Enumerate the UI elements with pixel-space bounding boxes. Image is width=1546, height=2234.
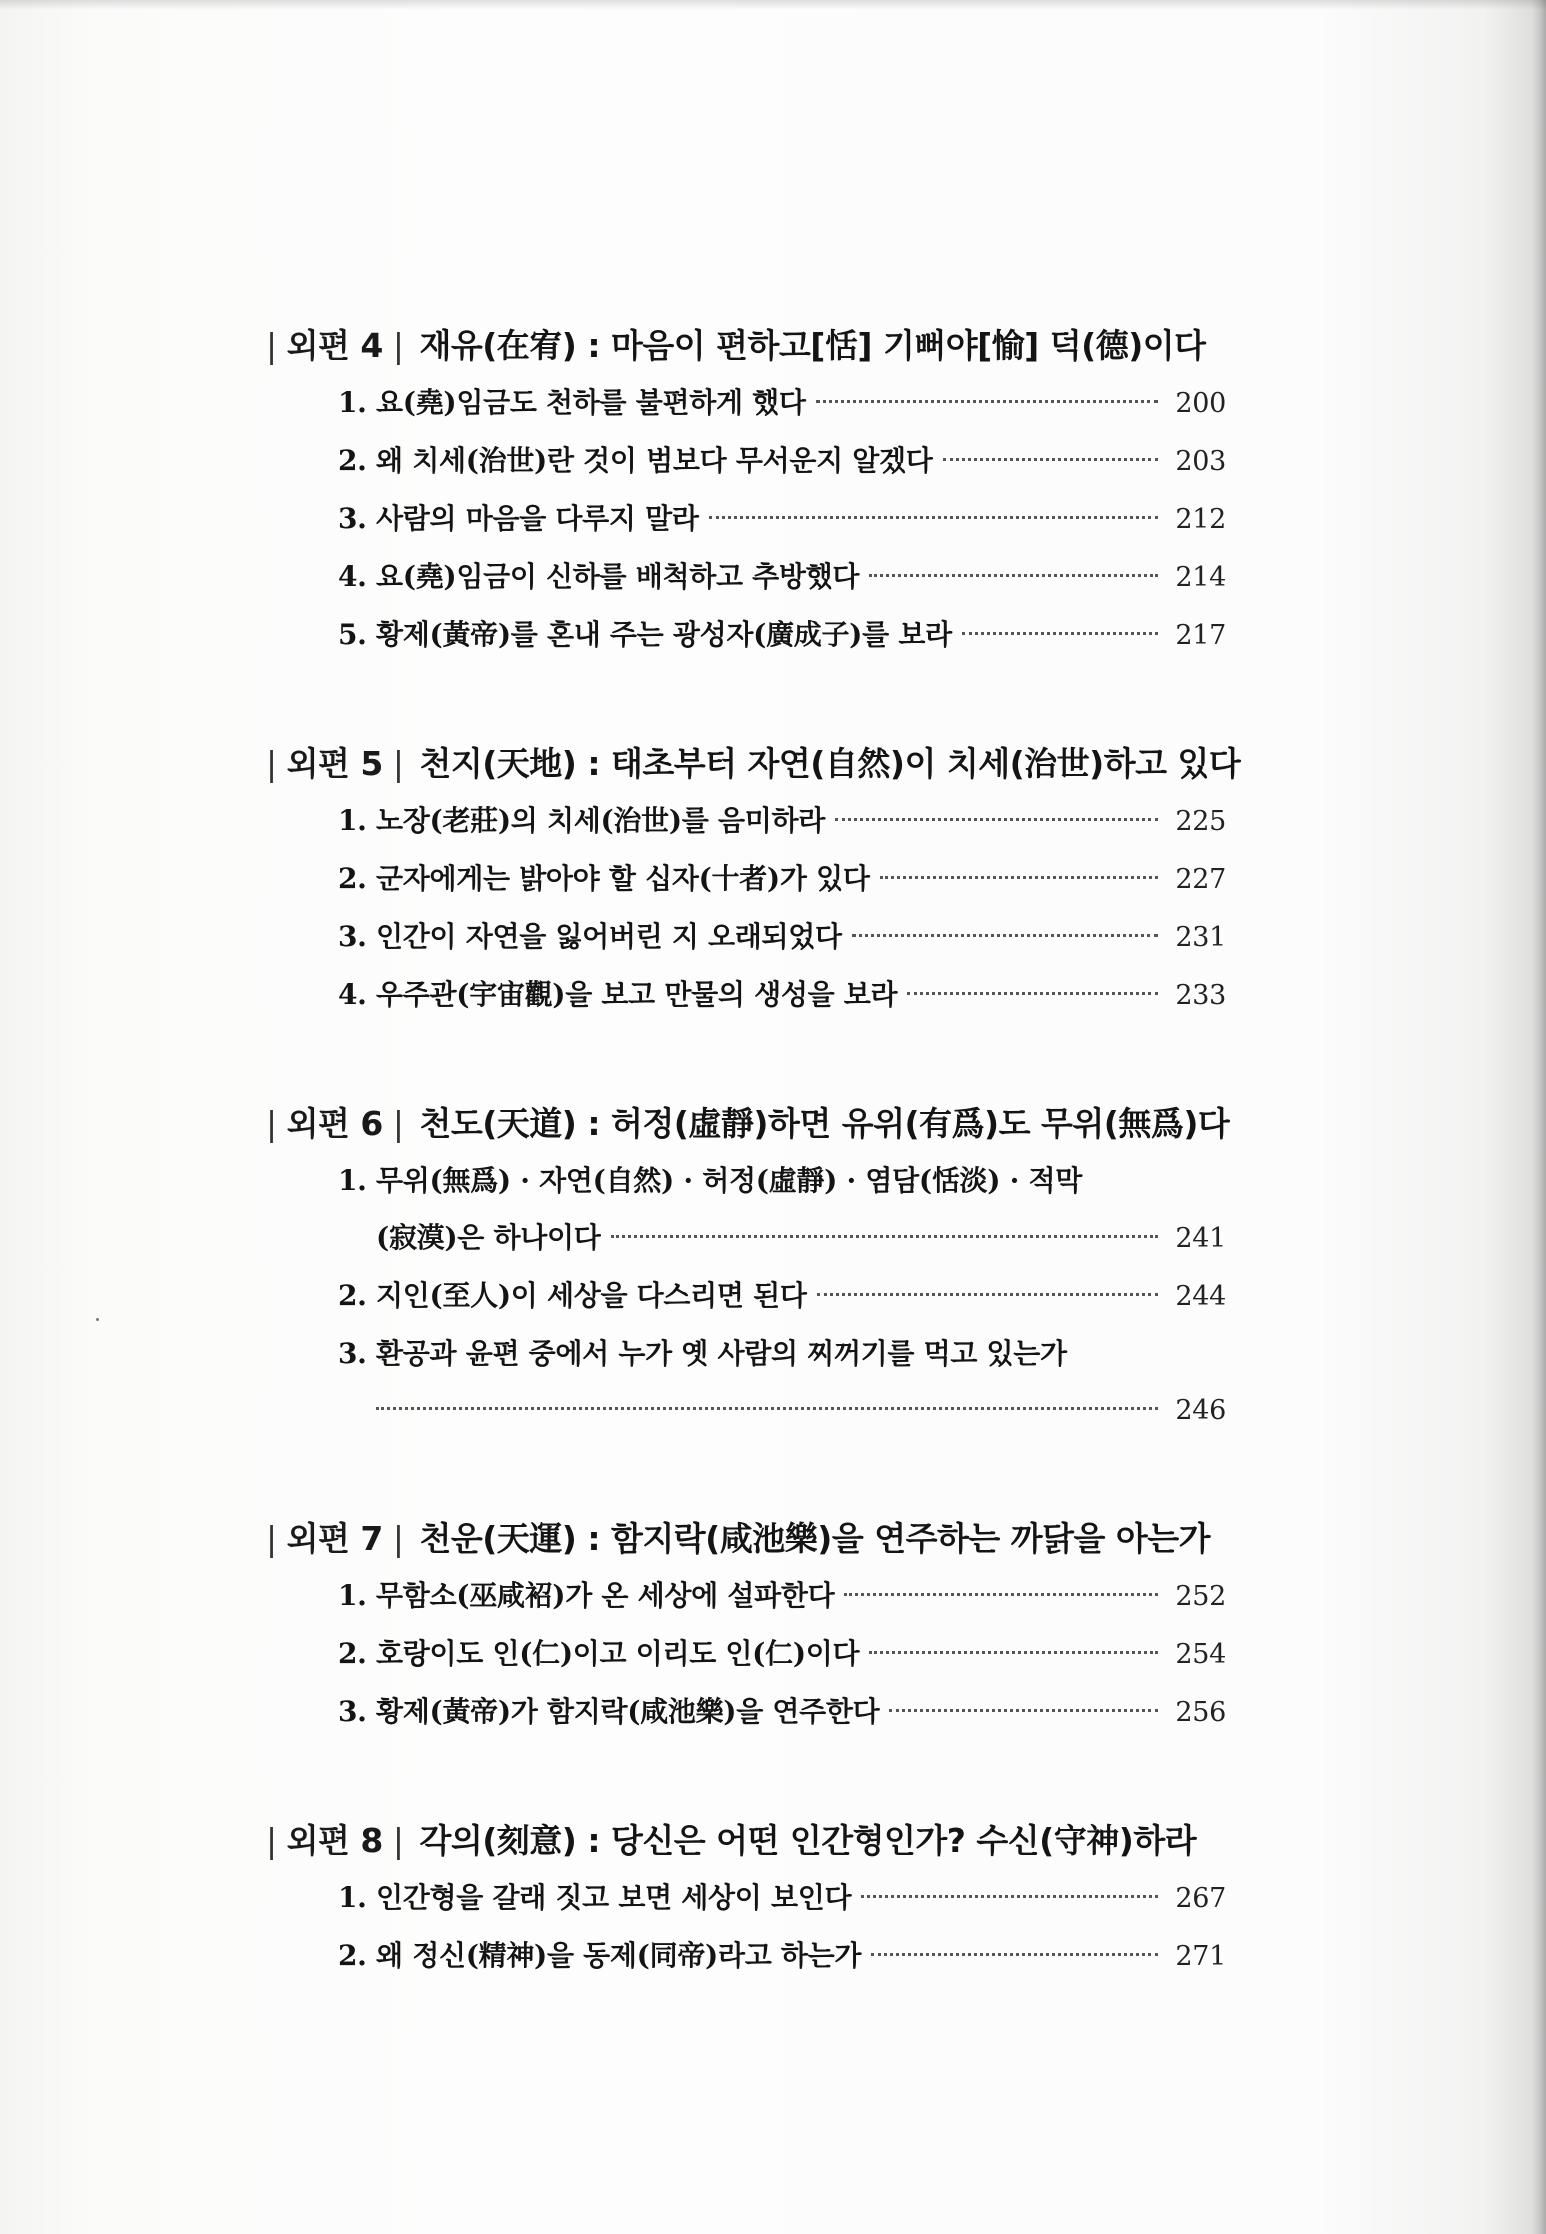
toc-entry: [338, 1683, 1226, 1741]
toc-entry: [338, 850, 1226, 908]
toc-entry: [338, 792, 1226, 850]
entry-page: 252: [1175, 1581, 1226, 1612]
toc-entry: [338, 490, 1226, 548]
leader-dots: [880, 876, 1158, 879]
toc-entry: [338, 1152, 1226, 1267]
leader-dots: [611, 1235, 1159, 1238]
page-top-shadow: [0, 0, 1546, 10]
entry-page: 256: [1175, 1697, 1226, 1728]
entry-page: 267: [1175, 1883, 1226, 1914]
section-title: 천지(天地) : 태초부터 자연(自然)이 치세(治世)하고 있다: [419, 744, 1241, 783]
entry-number: 2.: [338, 862, 367, 895]
entry-page: 225: [1175, 806, 1226, 837]
section-heading: [266, 1813, 1226, 1869]
entry-title: 황제(黃帝)를 혼내 주는 광성자(廣成子)를 보라: [376, 618, 952, 651]
entry-page: 227: [1175, 864, 1226, 895]
leader-dots: [852, 934, 1158, 937]
toc-section-7: [266, 1511, 1226, 1741]
toc-entry: [338, 606, 1226, 664]
leader-dots: [835, 818, 1158, 821]
entry-number: 1.: [338, 1579, 367, 1612]
entry-title-continued: (寂漠)은 하나이다: [376, 1221, 601, 1254]
table-of-contents: [266, 318, 1241, 2057]
entry-number: 1.: [338, 1881, 367, 1914]
entry-title: 황제(黃帝)가 함지락(咸池樂)을 연주한다: [376, 1695, 880, 1728]
entry-title: 우주관(宇宙觀)을 보고 만물의 생성을 보라: [376, 978, 898, 1011]
leader-dots: [962, 632, 1158, 635]
entry-title: 노장(老莊)의 치세(治世)를 음미하라: [376, 804, 825, 837]
paper-speck: [96, 1318, 99, 1321]
entry-page: 217: [1175, 620, 1226, 651]
section-title: 각의(刻意) : 당신은 어떤 인간형인가? 수신(守神)하라: [419, 1821, 1197, 1860]
entry-page: 246: [1175, 1395, 1226, 1426]
section-label: | 외편 6 |: [266, 1104, 404, 1143]
entry-number: 4.: [338, 560, 367, 593]
entry-number: 2.: [338, 444, 367, 477]
entry-number: 2.: [338, 1637, 367, 1670]
leader-dots: [907, 992, 1158, 995]
entry-page: 231: [1175, 922, 1226, 953]
entry-number: 2.: [338, 1939, 367, 1972]
toc-entry: [338, 1869, 1226, 1927]
leader-dots: [709, 516, 1158, 519]
entry-number: 4.: [338, 978, 367, 1011]
toc-entry: [338, 908, 1226, 966]
entry-title: 왜 치세(治世)란 것이 범보다 무서운지 알겠다: [376, 444, 933, 477]
entry-title: 호랑이도 인(仁)이고 이리도 인(仁)이다: [376, 1637, 860, 1670]
entry-page: 214: [1175, 562, 1226, 593]
entry-title: 인간이 자연을 잃어버린 지 오래되었다: [376, 920, 842, 953]
entry-page: 241: [1175, 1223, 1226, 1254]
leader-dots: [871, 1953, 1158, 1956]
toc-entry: [338, 1625, 1226, 1683]
section-title: 천도(天道) : 허정(虛靜)하면 유위(有爲)도 무위(無爲)다: [419, 1104, 1230, 1143]
section-heading: [266, 1096, 1230, 1152]
entry-page: 200: [1175, 388, 1226, 419]
entry-title: 사람의 마음을 다루지 말라: [376, 502, 699, 535]
toc-section-6: [266, 1096, 1230, 1439]
entry-number: 3.: [338, 1695, 367, 1728]
entry-page: 254: [1175, 1639, 1226, 1670]
entry-number: 1.: [338, 1164, 367, 1197]
leader-dots: [816, 400, 1158, 403]
entry-title: 왜 정신(精神)을 동제(同帝)라고 하는가: [376, 1939, 862, 1972]
toc-entry: [338, 966, 1226, 1024]
entry-title: 요(堯)임금이 신하를 배척하고 추방했다: [376, 560, 860, 593]
entry-number: 1.: [338, 386, 367, 419]
section-heading: [266, 736, 1241, 792]
toc-entry: [338, 432, 1226, 490]
toc-entry: [338, 1567, 1226, 1625]
entry-title: 지인(至人)이 세상을 다스리면 된다: [376, 1279, 807, 1312]
leader-dots: [861, 1895, 1158, 1898]
toc-entry: [338, 1267, 1226, 1325]
entry-title: 요(堯)임금도 천하를 불편하게 했다: [376, 386, 806, 419]
toc-entry: [338, 1325, 1226, 1439]
entry-number: 5.: [338, 618, 367, 651]
toc-section-4: [266, 318, 1226, 664]
toc-section-8: [266, 1813, 1226, 1985]
toc-section-5: [266, 736, 1241, 1024]
section-label: | 외편 7 |: [266, 1519, 404, 1558]
entry-title: 인간형을 갈래 짓고 보면 세상이 보인다: [376, 1881, 852, 1914]
leader-dots: [889, 1709, 1158, 1712]
entry-page: 271: [1175, 1941, 1226, 1972]
entry-number: 1.: [338, 804, 367, 837]
leader-dots: [869, 1651, 1158, 1654]
section-heading: [266, 1511, 1226, 1567]
page-right-shadow: [1532, 0, 1546, 2234]
entry-page: 244: [1175, 1281, 1226, 1312]
leader-dots: [844, 1593, 1158, 1596]
leader-dots: [869, 574, 1158, 577]
entry-page: 233: [1175, 980, 1226, 1011]
entry-title: 군자에게는 밝아야 할 십자(十者)가 있다: [376, 862, 870, 895]
leader-dots: [376, 1407, 1158, 1410]
leader-dots: [943, 458, 1158, 461]
entry-number: 3.: [338, 920, 367, 953]
entry-title: 환공과 윤편 중에서 누가 옛 사람의 찌꺼기를 먹고 있는가: [376, 1337, 1067, 1370]
entry-page: 212: [1175, 504, 1226, 535]
section-title: 천운(天運) : 함지락(咸池樂)을 연주하는 까닭을 아는가: [419, 1519, 1210, 1558]
entry-number: 2.: [338, 1279, 367, 1312]
leader-dots: [817, 1293, 1158, 1296]
entry-number: 3.: [338, 1337, 367, 1370]
toc-entry: [338, 374, 1226, 432]
toc-entry: [338, 548, 1226, 606]
section-title: 재유(在宥) : 마음이 편하고[恬] 기뻐야[愉] 덕(德)이다: [419, 326, 1206, 365]
section-label: | 외편 8 |: [266, 1821, 404, 1860]
toc-entry: [338, 1927, 1226, 1985]
section-heading: [266, 318, 1226, 374]
section-label: | 외편 5 |: [266, 744, 404, 783]
entry-number: 3.: [338, 502, 367, 535]
entry-page: 203: [1175, 446, 1226, 477]
entry-title: 무함소(巫咸袑)가 온 세상에 설파한다: [376, 1579, 835, 1612]
entry-title: 무위(無爲) · 자연(自然) · 허정(虛靜) · 염담(恬淡) · 적막: [376, 1164, 1083, 1197]
section-label: | 외편 4 |: [266, 326, 404, 365]
